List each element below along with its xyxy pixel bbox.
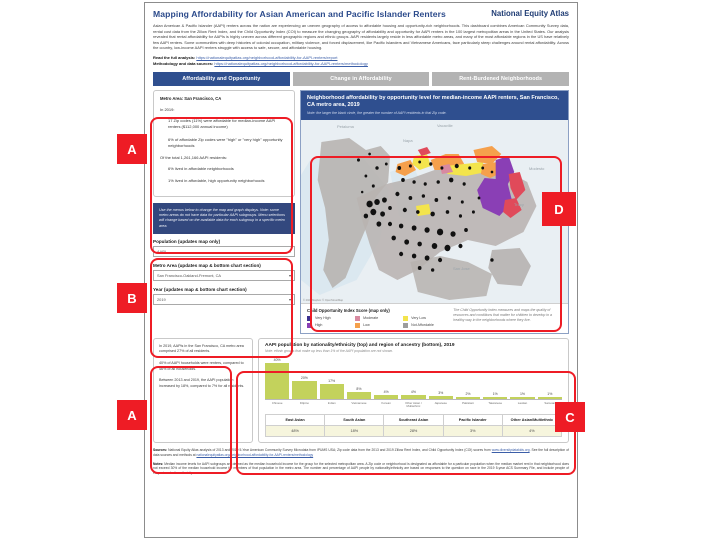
- map-note: Note: the larger the black circle, the greater the number of AAPI residents in that Zip code.: [307, 111, 447, 116]
- ethnicity-chart-card: [258, 338, 569, 443]
- sources-link-methodology[interactable]: nationalequityatlas.org/neighborhood-affordability-for-AAPI-renters/methodology: [196, 452, 314, 457]
- legend-label: Very Low: [411, 316, 426, 321]
- bar[interactable]: [401, 395, 425, 399]
- annotation-tag-b: B: [117, 283, 147, 313]
- year-lead: In 2019:: [160, 107, 175, 113]
- map-legend: [301, 303, 568, 333]
- metro-fact-growth: Between 2013 and 2019, the AAPI population increased by 18%, compared to 7% for all residents.: [159, 378, 245, 388]
- metro-area-select-label: Metro Area (updates map & bottom chart section): [153, 263, 261, 269]
- stat-bullet-affordable: 6% lived in affordable neighborhoods: [168, 165, 234, 171]
- map-panel: [300, 90, 569, 334]
- bar-chart-axis-labels: [265, 402, 562, 409]
- legend-description: The Child Opportunity Index measures and maps the quality of resources and conditions that matter for children to develop in a healthy way in the neighborhoods where they live.: [453, 307, 552, 322]
- map-title: Neighborhood affordability by opportunity level for median-income AAPI renters, San Francisco, CA metro area, 2019: [307, 94, 559, 109]
- region-value: 3%: [444, 425, 502, 436]
- region-header: Southeast Asian: [384, 415, 442, 425]
- region-value: 18%: [325, 425, 383, 436]
- bar-value-label: 2%: [465, 392, 471, 397]
- bar-column: [483, 356, 507, 399]
- sources-link-diversitydatakids[interactable]: www.diversitydatakids.org: [491, 448, 530, 453]
- region-column: [266, 415, 325, 436]
- map-column: [300, 90, 569, 334]
- sources-text: National Equity Atlas analysis of 2013 and 2019 5-Year American Community Survey Microdata from IPUMS USA; Zip code data from the 2013 and 2019 Zillow Rent Index, and Child Opportunity Index (COI) scores from: [168, 448, 491, 453]
- dashboard-frame: [144, 2, 578, 538]
- region-header: Other Asian/Multiethnic: [503, 415, 561, 425]
- bar-category-label: Korean: [381, 400, 391, 405]
- analysis-label: Read the full analysis:: [153, 54, 196, 60]
- bar-value-label: 4%: [383, 390, 389, 395]
- bar[interactable]: [429, 396, 453, 399]
- legend-items: [307, 316, 447, 328]
- metro-facts-card: [153, 338, 253, 443]
- tab-rent-burdened-neighborhoods[interactable]: Rent-Burdened Neighborhoods: [432, 72, 569, 86]
- bar-value-label: 1%: [547, 392, 553, 397]
- legend-item-very-high: [307, 316, 351, 321]
- bar-column: [374, 356, 398, 399]
- map-title-bar: [301, 91, 568, 120]
- notes-text: Median income levels for AAPI subgroups are defined as the median household income for the group for the selected metropolitan area. A Zip code or neighborhood is designated as affordable for a particular population when the median market rent in that neighborhood does not exceed 30% of the median household income for members of that population in the metro area. The number and percentage of AAPI people by nationality/ethnicity are based on responses to the question on race in the 2019 5-year ACS Summary File, and include people of Hispanic or Latino ethnicity.: [153, 461, 569, 476]
- chart-title: AAPI population by nationality/ethnicity (top) and region of ancestry (bottom), 2019: [265, 342, 455, 348]
- bar-value-label: 40%: [273, 357, 281, 362]
- map-city-label-modesto: Modesto: [529, 165, 545, 171]
- region-of-ancestry-table: [265, 414, 562, 437]
- stat-bullet-opportunity: 6% of affordable Zip codes were "high" or "very high" opportunity neighborhoods: [168, 136, 283, 148]
- filter-controls: [153, 239, 295, 305]
- bar[interactable]: [374, 395, 398, 399]
- legend-item-not-affordable: [403, 323, 447, 328]
- bar-column: [292, 356, 316, 399]
- sources-label: Sources:: [153, 448, 168, 453]
- map-graphic[interactable]: [301, 120, 568, 303]
- bar[interactable]: [320, 384, 344, 399]
- metro-fact-renters: 40% of AAPI households were renters, compared to 46% of all households.: [159, 361, 244, 371]
- region-header: Pacific Islander: [444, 415, 502, 425]
- legend-label: Moderate: [363, 316, 379, 321]
- bar[interactable]: [483, 397, 507, 399]
- legend-item-high: [307, 323, 351, 328]
- methods-label: Methodology and data sources:: [153, 60, 214, 66]
- intro-paragraph: Asian American & Pacific Islander (AAPI) renters across the nation are experiencing an uneven geography of access to affordable housing and opportunity-rich neighborhoods. This dashboard combines American Community Survey data, rental cost data from the Zillow Rent Index, and the Child Opportunity Index (COI) to measure the changing geography of affordability and opportunity for AAPI renters in the 100 largest metropolitan areas in the United States. Our analysis revealed that rental affordability for AAPIs is highly uneven across different geographic regions and ethnic groups. AAPI residents largely reside in less affordable metro areas, and many of the most affordable regions in the US have relatively few AAPI renters. Some communities with deep histories of colonial occupation, military violence, and forced displacement, like Pacific Islanders and Vietnamese Americans, face particularly steep challenges around rental affordability. Across the country, low-income AAPI renters struggle with access to safe, secure, and affordable housing.: [153, 23, 569, 51]
- bar-category-label: Laotian: [517, 400, 528, 405]
- sources-block: [153, 448, 569, 458]
- tab-bar: [145, 69, 577, 86]
- bar-column: [320, 356, 344, 399]
- stat-bullet-affordable-high-opp: 1% lived in affordable, high opportunity neighborhoods: [168, 178, 265, 184]
- tab-affordability-and-opportunity[interactable]: Affordability and Opportunity: [153, 72, 290, 86]
- bar-category-label: Taiwanese: [488, 400, 503, 405]
- chevron-down-icon: ▾: [288, 297, 291, 303]
- bar-value-label: 8%: [356, 386, 362, 391]
- map-city-label-petaluma: Petaluma: [337, 123, 354, 129]
- region-value: 4%: [503, 425, 561, 436]
- legend-left: [307, 308, 447, 328]
- bar-chart-plot: [265, 356, 562, 400]
- legend-swatch-icon: [403, 316, 408, 321]
- bar-category-label: Indian: [327, 400, 336, 405]
- metro-area-value: San Francisco-Oakland-Fremont, CA: [157, 273, 222, 279]
- sources-mid: . See the full description of data sources and methods at: [153, 448, 569, 457]
- population-label: Population (updates map only): [153, 239, 221, 245]
- legend-title: Child Opportunity Index Score (map only): [307, 307, 390, 313]
- bar-column: [429, 356, 453, 399]
- bar[interactable]: [347, 392, 371, 399]
- legend-swatch-icon: [307, 316, 312, 321]
- bar-category-label: Samoan: [544, 400, 556, 405]
- total-residents-lead: Of the total 1,261,166 AAPI residents:: [160, 155, 227, 161]
- year-value: 2019: [157, 297, 166, 303]
- page-title: Mapping Affordability for Asian American and Pacific Islander Renters: [153, 9, 446, 19]
- population-value: AAPI: [157, 249, 166, 255]
- tab-change-in-affordability[interactable]: Change in Affordability: [293, 72, 430, 86]
- bar-category-label: Chinese: [271, 400, 283, 405]
- annotation-tag-a-bottom: A: [117, 400, 147, 430]
- full-analysis-link[interactable]: https://nationalequityatlas.org/neighborhood-affordability-for-AAPI-renters/report: [196, 54, 338, 60]
- legend-item-very-low: [403, 316, 447, 321]
- bar-category-label: Other Asian / Multiethnic: [405, 400, 422, 409]
- chart-subtitle: Note: ethnic groups that make up less than 1% of the AAPI population are not shown.: [265, 348, 394, 353]
- annotation-tag-d: D: [542, 192, 576, 226]
- bar-value-label: 3%: [438, 391, 444, 396]
- main-content: [145, 86, 577, 334]
- dashboard-header: [145, 3, 577, 69]
- bottom-section: [145, 334, 577, 443]
- bar-value-label: 4%: [410, 390, 416, 395]
- map-canvas[interactable]: [301, 120, 568, 303]
- metro-fact-share: In 2019, AAPIs in the San Francisco, CA metro area comprised 27% of all residents.: [159, 343, 244, 354]
- region-column: [325, 415, 384, 436]
- bar[interactable]: [265, 363, 289, 399]
- bar-value-label: 17%: [328, 378, 336, 383]
- bar-value-label: 1%: [519, 392, 526, 397]
- map-city-label-vacaville: Vacaville: [437, 122, 453, 128]
- bar-category-label: Vietnamese: [351, 400, 367, 405]
- map-city-label-tracy: Tracy: [514, 201, 524, 207]
- year-select-label: Year (updates map & bottom chart section): [153, 287, 247, 293]
- legend-label: High: [315, 323, 323, 328]
- legend-swatch-icon: [307, 323, 312, 328]
- bar-value-label: 1%: [492, 392, 498, 397]
- population-select[interactable]: [153, 246, 295, 257]
- left-column: [153, 90, 295, 334]
- annotation-tag-c: C: [555, 402, 585, 432]
- metro-area-label: Metro Area: San Francisco, CA: [160, 95, 222, 101]
- bar-category-label: Pakistani: [462, 400, 474, 405]
- metro-area-select[interactable]: [153, 270, 295, 281]
- bar[interactable]: [292, 381, 316, 399]
- bar-category-label: Japanese: [434, 400, 447, 405]
- chevron-down-icon: ▾: [288, 273, 291, 279]
- bar-column: [456, 356, 480, 399]
- bar-column: [538, 356, 562, 399]
- year-select[interactable]: [153, 294, 295, 305]
- menu-instructions: Use the menus below to change the map and graph displays. Note: some metro areas do not have data for particular AAPI subgroups. Menu selections will change based on the available data for each subgroup in a specific metro area.: [153, 203, 295, 235]
- bar-value-label: 20%: [300, 375, 308, 380]
- map-attribution: © 2024 Mapbox © OpenStreetMap: [303, 298, 344, 302]
- bar[interactable]: [538, 397, 562, 399]
- bar-category-label: Filipino: [299, 400, 309, 405]
- methodology-link[interactable]: https://nationalequityatlas.org/neighborhood-affordability-for-AAPI-renters/methodology: [214, 60, 368, 66]
- bar-column: [347, 356, 371, 399]
- region-value: 28%: [384, 425, 442, 436]
- region-column: [503, 415, 561, 436]
- legend-swatch-icon: [355, 316, 360, 321]
- legend-label: Not Affordable: [411, 323, 434, 328]
- legend-label: Low: [363, 323, 370, 328]
- annotation-tag-a-top: A: [117, 134, 147, 164]
- legend-item-low: [355, 323, 399, 328]
- region-header: South Asian: [325, 415, 383, 425]
- bar[interactable]: [510, 397, 534, 399]
- legend-label: Very High: [315, 316, 331, 321]
- legend-swatch-icon: [403, 323, 408, 328]
- region-column: [384, 415, 443, 436]
- header-links: [153, 55, 569, 67]
- bar-column: [510, 356, 534, 399]
- bar-column: [265, 356, 289, 399]
- notes-label: Notes:: [153, 461, 164, 466]
- region-column: [444, 415, 503, 436]
- legend-swatch-icon: [355, 323, 360, 328]
- summary-stats-card: [153, 90, 295, 197]
- legend-item-moderate: [355, 316, 399, 321]
- bar-column: [401, 356, 425, 399]
- brand-logo: National Equity Atlas: [491, 9, 569, 18]
- footnotes: [145, 443, 577, 476]
- region-value: 48%: [266, 425, 324, 436]
- stat-bullet-zipcodes: 17 Zip codes (11%) were affordable for median-income AAPI renters ($112,000 annual income): [168, 117, 276, 130]
- bar[interactable]: [456, 397, 480, 399]
- region-header: East Asian: [266, 415, 324, 425]
- map-city-label-napa: Napa: [403, 137, 413, 143]
- notes-block: [153, 462, 569, 476]
- chevron-down-icon: ▾: [288, 249, 291, 255]
- map-city-label-san-jose: San Jose: [453, 265, 470, 271]
